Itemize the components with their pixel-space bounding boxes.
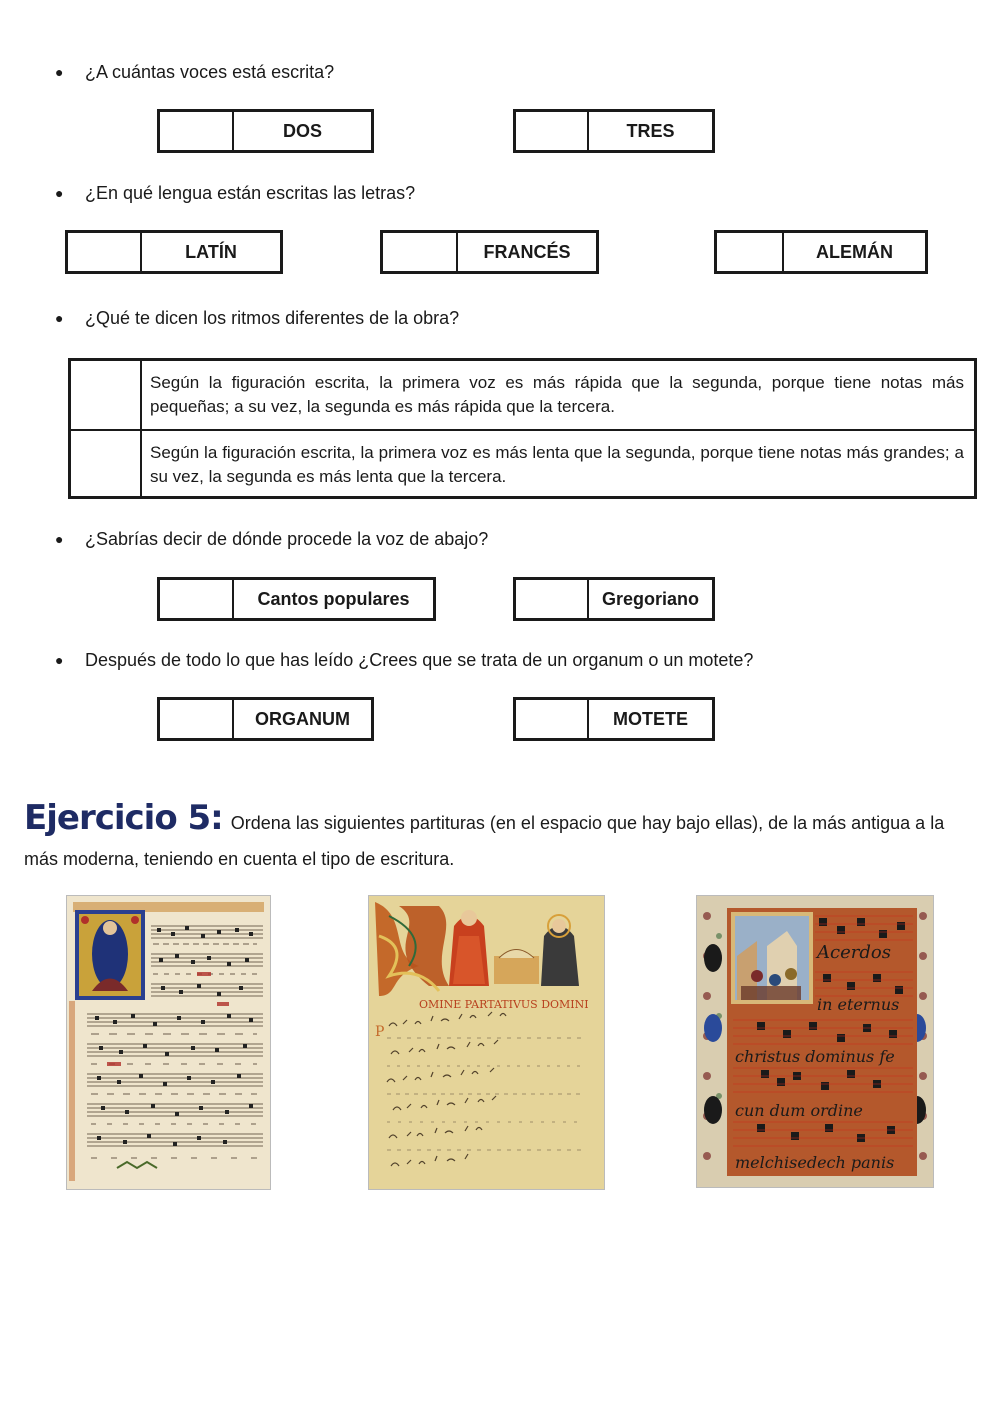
answer-checkbox[interactable] (160, 580, 234, 618)
option-label: TRES (626, 120, 675, 141)
exercise-5 (24, 800, 979, 877)
option-label: MOTETE (613, 708, 688, 729)
question-text: ¿Qué te dicen los ritmos diferentes de la obra? (85, 308, 460, 328)
bullet: ● (55, 185, 64, 201)
bullet: ● (55, 64, 64, 80)
answer-checkbox[interactable] (383, 233, 458, 271)
answer-checkbox[interactable] (516, 580, 589, 618)
question-text: ¿En qué lengua están escritas las letras? (85, 183, 416, 203)
answer-checkbox[interactable] (160, 700, 234, 738)
question-text: ¿Sabrías decir de dónde procede la voz de abajo? (85, 529, 489, 549)
answer-checkbox[interactable] (71, 431, 142, 497)
option-cantos-populares[interactable] (157, 577, 436, 621)
option-dos[interactable] (157, 109, 374, 153)
manuscript-heading: OMINE PARTATIVUS DOMINI (419, 998, 589, 1011)
question-2 (55, 182, 415, 204)
bullet: ● (55, 531, 64, 547)
choirbook-text-line: in eternus (817, 995, 900, 1014)
manuscript-image-3 (697, 896, 933, 1187)
answer-checkbox[interactable] (717, 233, 784, 271)
choirbook-illustration (697, 896, 933, 1187)
option-frances[interactable] (380, 230, 599, 274)
option-label: FRANCÉS (483, 241, 571, 262)
question-1 (55, 61, 334, 83)
choirbook-text-line: christus dominus fe (735, 1047, 895, 1066)
option-label: DOS (282, 120, 322, 141)
mensural-score-illustration (67, 896, 270, 1189)
option-gregoriano[interactable] (513, 577, 715, 621)
question-5 (55, 649, 753, 671)
answer-checkbox[interactable] (68, 233, 142, 271)
option-label: Gregoriano (601, 588, 699, 609)
red-initial: P (375, 1024, 385, 1040)
option-motete[interactable] (513, 697, 715, 741)
answer-checkbox[interactable] (516, 700, 589, 738)
answer-checkbox[interactable] (160, 112, 234, 150)
option-tres[interactable] (513, 109, 715, 153)
choirbook-text-line: Acerdos (817, 942, 891, 963)
option-label: LATÍN (185, 241, 237, 262)
exercise-title: Ejercicio 5: (24, 798, 223, 838)
question-4 (55, 528, 488, 550)
manuscript-image-2 (369, 896, 604, 1189)
question-text: ¿A cuántas voces está escrita? (85, 62, 335, 82)
bullet: ● (55, 652, 64, 668)
option-rhythm-slower[interactable] (71, 429, 974, 497)
exercise-instructions: Ordena las siguientes partituras (en el espacio que hay bajo ellas), de la más antigua a la más moderna, teniendo en cuenta el tipo de escritura. (24, 813, 945, 869)
option-label: ALEMÁN (816, 241, 893, 262)
option-label: Cantos populares (257, 588, 410, 609)
choirbook-text-line: cun dum ordine (735, 1101, 863, 1120)
bullet: ● (55, 310, 64, 326)
answer-checkbox[interactable] (516, 112, 589, 150)
option-text: Según la figuración escrita, la primera voz es más lenta que la segunda, porque tiene notas más grandes; a su vez, la segunda es más lenta que la tercera. (150, 443, 964, 486)
option-aleman[interactable] (714, 230, 928, 274)
neumatic-score-illustration (369, 896, 604, 1189)
option-rhythm-faster[interactable] (71, 361, 974, 429)
option-text: Según la figuración escrita, la primera voz es más rápida que la segunda, porque tiene notas más pequeñas; a su vez, la segunda es más rápida que la tercera. (150, 373, 964, 416)
manuscript-image-1 (67, 896, 270, 1189)
option-organum[interactable] (157, 697, 374, 741)
question-text: Después de todo lo que has leído ¿Crees que se trata de un organum o un motete? (85, 650, 754, 670)
choirbook-text-line: melchisedech panis (735, 1153, 895, 1172)
question-3 (55, 307, 459, 329)
option-label: ORGANUM (255, 708, 350, 729)
answer-checkbox[interactable] (71, 361, 142, 429)
option-latin[interactable] (65, 230, 283, 274)
rhythm-options-table (68, 358, 977, 499)
